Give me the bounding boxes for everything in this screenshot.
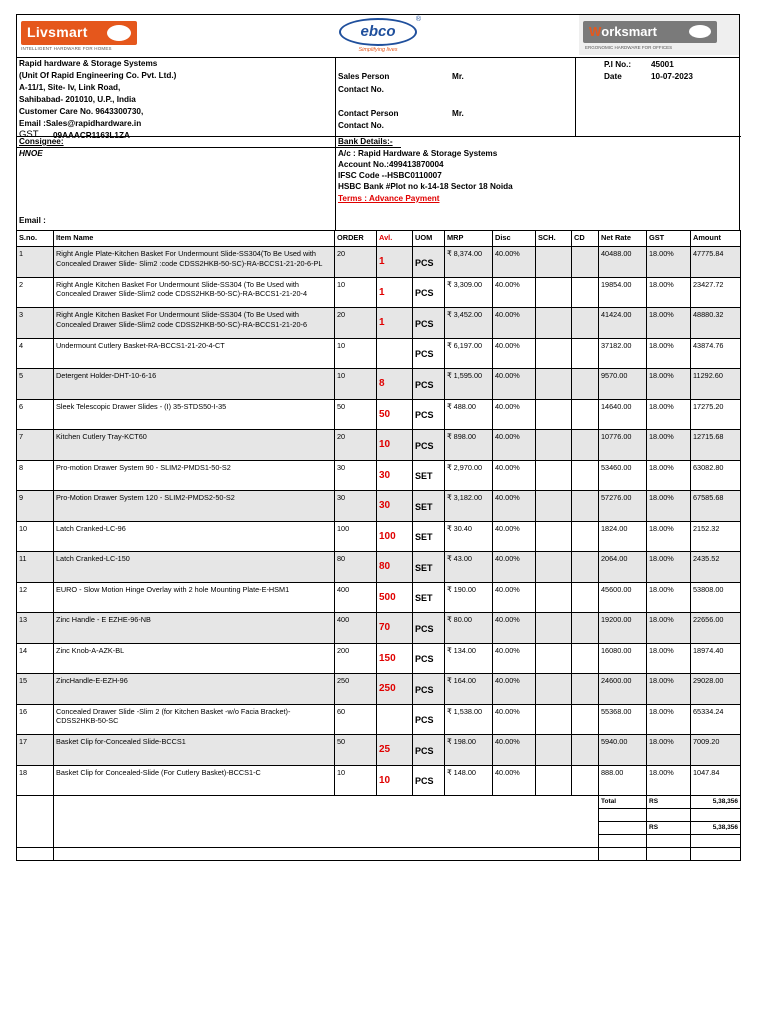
total-currency: RS — [647, 796, 691, 809]
total-label: Total — [599, 796, 647, 809]
seller-address-2: Sahibabad- 201010, U.P., India — [19, 95, 136, 104]
col-amount: Amount — [691, 231, 741, 247]
item-disc: 40.00% — [493, 460, 536, 491]
item-sch — [536, 643, 572, 674]
item-name: Zinc Knob-A-AZK-BL — [54, 643, 335, 674]
item-name: Undermount Cutlery Basket-RA-BCCS1-21-20-4-CT — [54, 338, 335, 369]
seller-unit: (Unit Of Rapid Engineering Co. Pvt. Ltd.) — [19, 71, 177, 80]
item-gst: 18.00% — [647, 369, 691, 400]
item-net-rate: 19200.00 — [599, 613, 647, 644]
item-sch — [536, 247, 572, 278]
item-uom: PCS — [413, 704, 445, 735]
item-cd — [572, 643, 599, 674]
item-order: 30 — [335, 460, 377, 491]
item-disc: 40.00% — [493, 399, 536, 430]
sales-person-label: Sales Person — [338, 72, 390, 81]
item-sch — [536, 552, 572, 583]
item-net-rate: 2064.00 — [599, 552, 647, 583]
item-cd — [572, 582, 599, 613]
livsmart-tagline: INTELLIGENT HARDWARE FOR HOMES — [21, 46, 112, 51]
item-cd — [572, 308, 599, 339]
item-order: 80 — [335, 552, 377, 583]
item-gst: 18.00% — [647, 735, 691, 766]
item-net-rate: 888.00 — [599, 765, 647, 796]
item-name: Detergent Holder-DHT-10-6-16 — [54, 369, 335, 400]
item-disc: 40.00% — [493, 765, 536, 796]
table-row — [17, 643, 741, 674]
item-sch — [536, 674, 572, 705]
item-mrp: ₹ 3,452.00 — [445, 308, 493, 339]
item-mrp: ₹ 190.00 — [445, 582, 493, 613]
item-order: 10 — [335, 277, 377, 308]
item-mrp: ₹ 488.00 — [445, 399, 493, 430]
item-uom: PCS — [413, 277, 445, 308]
item-cd — [572, 613, 599, 644]
bank-account-no: Account No.:499413870004 — [338, 160, 444, 169]
item-sch — [536, 399, 572, 430]
table-row — [17, 369, 741, 400]
item-name: Zinc Handle - E EZHE-96-NB — [54, 613, 335, 644]
item-avl: 8 — [377, 369, 413, 400]
item-cd — [572, 674, 599, 705]
table-row — [17, 582, 741, 613]
item-amount: 22656.00 — [691, 613, 741, 644]
table-row — [17, 735, 741, 766]
table-row — [17, 765, 741, 796]
worksmart-logo-initial: W — [589, 24, 602, 39]
item-name: Right Angle Plate-Kitchen Basket For Undermount Slide-SS304(To Be Used with Concealed Drawer Slide- Slim2 :code CDSS2HKB-50-SC)-RA-BCCS1-21-20-6-PL — [54, 247, 335, 278]
item-net-rate: 5940.00 — [599, 735, 647, 766]
item-sno: 8 — [17, 460, 54, 491]
bank-ifsc: IFSC Code --HSBC0110007 — [338, 171, 442, 180]
item-uom: PCS — [413, 369, 445, 400]
item-mrp: ₹ 2,970.00 — [445, 460, 493, 491]
item-mrp: ₹ 164.00 — [445, 674, 493, 705]
item-avl — [377, 704, 413, 735]
item-avl: 1 — [377, 308, 413, 339]
item-cd — [572, 247, 599, 278]
sales-person-value: Mr. — [452, 72, 464, 81]
item-uom: PCS — [413, 308, 445, 339]
item-avl: 70 — [377, 613, 413, 644]
item-net-rate: 14640.00 — [599, 399, 647, 430]
item-net-rate: 37182.00 — [599, 338, 647, 369]
item-amount: 23427.72 — [691, 277, 741, 308]
item-gst: 18.00% — [647, 399, 691, 430]
item-avl: 1 — [377, 247, 413, 278]
logo-header — [16, 14, 740, 57]
item-disc: 40.00% — [493, 308, 536, 339]
item-net-rate: 55368.00 — [599, 704, 647, 735]
seller-name: Rapid hardware & Storage Systems — [19, 59, 158, 68]
item-sch — [536, 704, 572, 735]
worksmart-logo-text: orksmart — [601, 24, 657, 39]
customer-care: Customer Care No. 9643300730, — [19, 107, 144, 116]
table-row — [17, 674, 741, 705]
item-disc: 40.00% — [493, 674, 536, 705]
item-amount: 2152.32 — [691, 521, 741, 552]
item-gst: 18.00% — [647, 521, 691, 552]
table-row — [17, 460, 741, 491]
item-net-rate: 16080.00 — [599, 643, 647, 674]
item-sch — [536, 369, 572, 400]
item-name: Latch Cranked-LC-150 — [54, 552, 335, 583]
item-sno: 13 — [17, 613, 54, 644]
consignee-value: HNOE — [19, 149, 43, 158]
item-gst: 18.00% — [647, 277, 691, 308]
item-uom: PCS — [413, 338, 445, 369]
contact-person-label: Contact Person — [338, 109, 399, 118]
item-avl: 10 — [377, 765, 413, 796]
item-disc: 40.00% — [493, 430, 536, 461]
item-disc: 40.00% — [493, 338, 536, 369]
item-disc: 40.00% — [493, 704, 536, 735]
item-disc: 40.00% — [493, 735, 536, 766]
item-sch — [536, 430, 572, 461]
item-uom: SET — [413, 582, 445, 613]
item-gst: 18.00% — [647, 491, 691, 522]
contact-person-value: Mr. — [452, 109, 464, 118]
item-avl: 150 — [377, 643, 413, 674]
livsmart-logo — [21, 21, 137, 51]
item-avl: 25 — [377, 735, 413, 766]
col-order: ORDER — [335, 231, 377, 247]
item-sno: 14 — [17, 643, 54, 674]
item-name: Kitchen Cutlery Tray-KCT60 — [54, 430, 335, 461]
item-net-rate: 10776.00 — [599, 430, 647, 461]
table-row — [17, 247, 741, 278]
item-sno: 12 — [17, 582, 54, 613]
table-row — [17, 613, 741, 644]
item-gst: 18.00% — [647, 582, 691, 613]
item-uom: PCS — [413, 613, 445, 644]
email-label: Email : — [19, 216, 46, 225]
item-order: 10 — [335, 338, 377, 369]
item-uom: PCS — [413, 399, 445, 430]
item-sch — [536, 460, 572, 491]
item-cd — [572, 338, 599, 369]
item-mrp: ₹ 134.00 — [445, 643, 493, 674]
item-mrp: ₹ 198.00 — [445, 735, 493, 766]
item-name: Pro-Motion Drawer System 120 - SLIM2-PMDS2-50-S2 — [54, 491, 335, 522]
item-mrp: ₹ 898.00 — [445, 430, 493, 461]
item-amount: 63082.80 — [691, 460, 741, 491]
item-sno: 10 — [17, 521, 54, 552]
item-amount: 53808.00 — [691, 582, 741, 613]
item-cd — [572, 460, 599, 491]
item-amount: 29028.00 — [691, 674, 741, 705]
item-order: 30 — [335, 491, 377, 522]
item-cd — [572, 704, 599, 735]
item-name: Latch Cranked-LC-96 — [54, 521, 335, 552]
item-gst: 18.00% — [647, 247, 691, 278]
item-avl: 500 — [377, 582, 413, 613]
item-order: 250 — [335, 674, 377, 705]
item-gst: 18.00% — [647, 674, 691, 705]
gst-label: GST — [19, 129, 39, 140]
item-sno: 16 — [17, 704, 54, 735]
total-row — [17, 796, 741, 809]
item-amount: 48880.32 — [691, 308, 741, 339]
item-net-rate: 57276.00 — [599, 491, 647, 522]
item-net-rate: 19854.00 — [599, 277, 647, 308]
item-mrp: ₹ 8,374.00 — [445, 247, 493, 278]
contact-no-label-2: Contact No. — [338, 121, 384, 130]
item-mrp: ₹ 1,538.00 — [445, 704, 493, 735]
pi-no-label: P.I No.: — [604, 60, 632, 69]
item-sno: 1 — [17, 247, 54, 278]
worksmart-logo — [579, 15, 739, 55]
item-name: EURO - Slow Motion Hinge Overlay with 2 hole Mounting Plate-E-HSM1 — [54, 582, 335, 613]
item-order: 60 — [335, 704, 377, 735]
item-amount: 2435.52 — [691, 552, 741, 583]
item-avl: 50 — [377, 399, 413, 430]
item-sch — [536, 277, 572, 308]
item-mrp: ₹ 3,309.00 — [445, 277, 493, 308]
item-avl: 10 — [377, 430, 413, 461]
item-avl: 250 — [377, 674, 413, 705]
col-sno: S.no. — [17, 231, 54, 247]
item-gst: 18.00% — [647, 704, 691, 735]
item-order: 20 — [335, 430, 377, 461]
item-disc: 40.00% — [493, 643, 536, 674]
bank-details-label: Bank Details:- — [338, 137, 393, 146]
item-sno: 5 — [17, 369, 54, 400]
item-uom: PCS — [413, 735, 445, 766]
item-avl: 80 — [377, 552, 413, 583]
item-sno: 3 — [17, 308, 54, 339]
date-label: Date — [604, 72, 622, 81]
item-avl — [377, 338, 413, 369]
col-mrp: MRP — [445, 231, 493, 247]
item-amount: 1047.84 — [691, 765, 741, 796]
table-row — [17, 338, 741, 369]
invoice-info-block — [16, 57, 740, 230]
item-disc: 40.00% — [493, 491, 536, 522]
worksmart-tagline: ERGONOMIC HARDWARE FOR OFFICES — [585, 45, 673, 50]
item-order: 400 — [335, 582, 377, 613]
col-cd: CD — [572, 231, 599, 247]
table-row — [17, 491, 741, 522]
grand-total-currency: RS — [647, 822, 691, 835]
item-mrp: ₹ 148.00 — [445, 765, 493, 796]
item-gst: 18.00% — [647, 613, 691, 644]
table-row — [17, 704, 741, 735]
seller-address-1: A-11/1, Site- Iv, Link Road, — [19, 83, 121, 92]
col-disc: Disc — [493, 231, 536, 247]
item-disc: 40.00% — [493, 582, 536, 613]
item-order: 400 — [335, 613, 377, 644]
item-sch — [536, 582, 572, 613]
bank-branch: HSBC Bank #Plot no k-14-18 Sector 18 Noida — [338, 182, 513, 191]
item-order: 20 — [335, 308, 377, 339]
item-order: 10 — [335, 765, 377, 796]
registered-icon: ® — [415, 16, 421, 23]
item-uom: SET — [413, 460, 445, 491]
table-row — [17, 399, 741, 430]
items-table — [16, 230, 741, 861]
item-net-rate: 40488.00 — [599, 247, 647, 278]
item-order: 100 — [335, 521, 377, 552]
proforma-invoice — [16, 14, 740, 861]
item-uom: SET — [413, 552, 445, 583]
item-sno: 7 — [17, 430, 54, 461]
item-uom: PCS — [413, 765, 445, 796]
item-sno: 6 — [17, 399, 54, 430]
seller-email: Email :Sales@rapidhardware.in — [19, 119, 142, 128]
item-uom: PCS — [413, 430, 445, 461]
item-amount: 65334.24 — [691, 704, 741, 735]
item-gst: 18.00% — [647, 460, 691, 491]
item-gst: 18.00% — [647, 430, 691, 461]
item-sno: 18 — [17, 765, 54, 796]
item-cd — [572, 430, 599, 461]
item-sch — [536, 491, 572, 522]
item-amount: 12715.68 — [691, 430, 741, 461]
item-gst: 18.00% — [647, 308, 691, 339]
item-cd — [572, 491, 599, 522]
item-sno: 15 — [17, 674, 54, 705]
item-net-rate: 24600.00 — [599, 674, 647, 705]
item-cd — [572, 521, 599, 552]
item-disc: 40.00% — [493, 369, 536, 400]
item-uom: SET — [413, 521, 445, 552]
col-uom: UOM — [413, 231, 445, 247]
item-uom: PCS — [413, 247, 445, 278]
item-net-rate: 45600.00 — [599, 582, 647, 613]
item-gst: 18.00% — [647, 552, 691, 583]
item-cd — [572, 552, 599, 583]
item-uom: PCS — [413, 674, 445, 705]
item-mrp: ₹ 43.00 — [445, 552, 493, 583]
table-header-row — [17, 231, 741, 247]
item-name: Right Angle Kitchen Basket For Undermount Slide-SS304 (To Be Used with Concealed Drawer Slide-Slim2 code CDSS2HKB-50-SC)-RA-BCCS1-21-20-6 — [54, 308, 335, 339]
item-order: 10 — [335, 369, 377, 400]
date-value: 10-07-2023 — [651, 72, 693, 81]
item-mrp: ₹ 1,595.00 — [445, 369, 493, 400]
pi-no-value: 45001 — [651, 60, 674, 69]
item-amount: 43874.76 — [691, 338, 741, 369]
ebco-logo — [333, 18, 423, 53]
item-cd — [572, 277, 599, 308]
item-avl: 1 — [377, 277, 413, 308]
item-sch — [536, 613, 572, 644]
item-cd — [572, 369, 599, 400]
col-net-rate: Net Rate — [599, 231, 647, 247]
item-disc: 40.00% — [493, 247, 536, 278]
item-order: 20 — [335, 247, 377, 278]
livsmart-logo-text: Livsmart — [27, 24, 88, 40]
item-name: ZincHandle-E-EZH-96 — [54, 674, 335, 705]
ebco-logo-text: ebco — [339, 18, 417, 46]
item-gst: 18.00% — [647, 643, 691, 674]
table-row — [17, 308, 741, 339]
item-avl: 100 — [377, 521, 413, 552]
consignee-label: Consignee: — [19, 137, 64, 146]
total-value: 5,38,356 — [691, 796, 741, 809]
item-name: Basket Clip for Concealed-Slide (For Cutlery Basket)-BCCS1-C — [54, 765, 335, 796]
item-mrp: ₹ 6,197.00 — [445, 338, 493, 369]
item-mrp: ₹ 3,182.00 — [445, 491, 493, 522]
bank-account-name: A/c : Rapid Hardware & Storage Systems — [338, 149, 498, 158]
item-avl: 30 — [377, 460, 413, 491]
item-amount: 18974.40 — [691, 643, 741, 674]
item-disc: 40.00% — [493, 552, 536, 583]
item-name: Concealed Drawer Slide -Slim 2 (for Kitchen Basket -w/o Facia Bracket)-CDSS2HKB-50-SC — [54, 704, 335, 735]
item-sno: 17 — [17, 735, 54, 766]
item-net-rate: 9570.00 — [599, 369, 647, 400]
item-net-rate: 53460.00 — [599, 460, 647, 491]
item-name: Pro-motion Drawer System 90 - SLIM2-PMDS1-50-S2 — [54, 460, 335, 491]
gst-number: 09AAACR1163L1ZA — [53, 131, 130, 140]
table-row — [17, 521, 741, 552]
col-gst: GST — [647, 231, 691, 247]
grand-total-value: 5,38,356 — [691, 822, 741, 835]
table-row — [17, 277, 741, 308]
col-sch: SCH. — [536, 231, 572, 247]
item-amount: 7009.20 — [691, 735, 741, 766]
item-amount: 67585.68 — [691, 491, 741, 522]
item-disc: 40.00% — [493, 277, 536, 308]
item-name: Basket Clip for-Concealed Slide-BCCS1 — [54, 735, 335, 766]
item-net-rate: 41424.00 — [599, 308, 647, 339]
item-disc: 40.00% — [493, 613, 536, 644]
item-cd — [572, 399, 599, 430]
ebco-tagline: Simplifying lives — [358, 47, 398, 53]
item-order: 50 — [335, 735, 377, 766]
item-sno: 11 — [17, 552, 54, 583]
item-name: Right Angle Kitchen Basket For Undermount Slide-SS304 (To Be Used with Concealed Drawer Slide-Slim2 code CDSS2HKB-50-SC)-RA-BCCS1-21-20-4 — [54, 277, 335, 308]
item-sch — [536, 338, 572, 369]
item-sno: 9 — [17, 491, 54, 522]
item-sch — [536, 765, 572, 796]
item-sno: 4 — [17, 338, 54, 369]
item-gst: 18.00% — [647, 338, 691, 369]
contact-no-label: Contact No. — [338, 85, 384, 94]
item-uom: PCS — [413, 643, 445, 674]
item-cd — [572, 735, 599, 766]
item-amount: 11292.60 — [691, 369, 741, 400]
item-uom: SET — [413, 491, 445, 522]
item-order: 200 — [335, 643, 377, 674]
item-mrp: ₹ 30.40 — [445, 521, 493, 552]
ebco-mini-icon — [107, 25, 131, 41]
ebco-mini-icon-right — [689, 25, 711, 38]
table-row — [17, 430, 741, 461]
item-cd — [572, 765, 599, 796]
item-gst: 18.00% — [647, 765, 691, 796]
item-name: Sleek Telescopic Drawer Slides - (I) 35-STDS50-I-35 — [54, 399, 335, 430]
item-avl: 30 — [377, 491, 413, 522]
item-sch — [536, 521, 572, 552]
item-sno: 2 — [17, 277, 54, 308]
item-disc: 40.00% — [493, 521, 536, 552]
item-sch — [536, 735, 572, 766]
item-net-rate: 1824.00 — [599, 521, 647, 552]
item-amount: 17275.20 — [691, 399, 741, 430]
item-order: 50 — [335, 399, 377, 430]
item-sch — [536, 308, 572, 339]
item-amount: 47775.84 — [691, 247, 741, 278]
col-avl: Avl. — [377, 231, 413, 247]
item-mrp: ₹ 80.00 — [445, 613, 493, 644]
table-row — [17, 552, 741, 583]
payment-terms: Terms : Advance Payment — [338, 194, 440, 203]
col-item-name: Item Name — [54, 231, 335, 247]
